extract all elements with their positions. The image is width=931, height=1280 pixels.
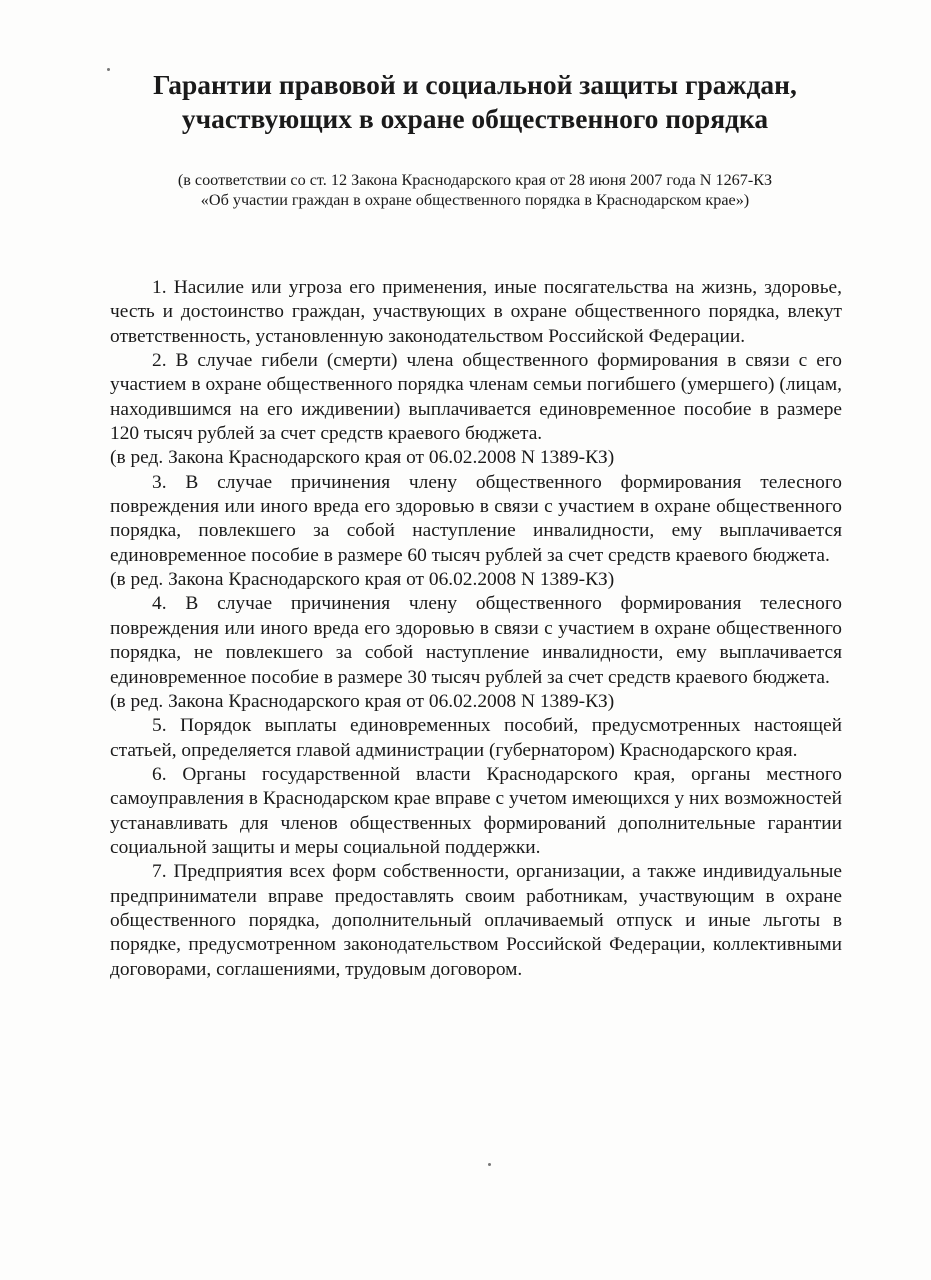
amendment-note: (в ред. Закона Краснодарского края от 06.02.2008 N 1389-КЗ) [110,690,615,712]
document-title: Гарантии правовой и социальной защиты граждан, участвующих в охране общественного порядка [153,69,797,134]
subtitle-line-1: (в соответствии со ст. 12 Закона Краснодарского края от 28 июня 2007 года N 1267-КЗ [177,171,773,189]
paragraph-1: 1. Насилие или угроза его применения, иные посягательства на жизнь, здоровье, честь и достоинство граждан, участвующих в охране общественного порядка, влекут ответственность, установленную законодательством Российской Федерации. [110,277,842,347]
paragraph-5: 5. Порядок выплаты единовременных пособий, предусмотренных настоящей статьей, определяется главой администрации (губернатором) Краснодарского края. [110,715,842,761]
amendment-note: (в ред. Закона Краснодарского края от 06.02.2008 N 1389-КЗ) [110,569,615,591]
scan-speck [488,1163,491,1166]
amendment-note: (в ред. Закона Краснодарского края от 06.02.2008 N 1389-КЗ) [110,447,615,469]
scan-speck [107,68,110,71]
paragraph-7: 7. Предприятия всех форм собственности, организации, а также индивидуальные предприниматели вправе предоставлять своим работникам, участвующим в охране общественного порядка, дополнительный оплачиваемый отпуск и иные льготы в порядке, предусмотренном законодательством Российской Федерации, коллективными договорами, соглашениями, трудовым договором. [110,861,842,980]
subtitle-line-2: «Об участии граждан в охране общественного порядка в Краснодарском крае») [200,191,750,209]
paragraph-6: 6. Органы государственной власти Краснодарского края, органы местного самоуправления в Краснодарском крае вправе с учетом имеющихся у них возможностей устанавливать для членов общественных формирований дополнительные гарантии социальной защиты и меры социальной поддержки. [110,763,842,858]
paragraph-2: 2. В случае гибели (смерти) члена общественного формирования в связи с его участием в охране общественного порядка членам семьи погибшего (умершего) (лицам, находившимся на его иждивении) выплачивается единовременное пособие в размере 120 тысяч рублей за счет средств краевого бюджета. [110,350,842,445]
paragraph-3: 3. В случае причинения члену общественного формирования телесного повреждения или иного вреда его здоровью в связи с участием в охране общественного порядка, повлекшего за собой наступление инвалидности, ему выплачивается единовременное пособие в размере 60 тысяч рублей за счет средств краевого бюджета. [110,471,842,566]
document-body [110,276,842,982]
document-subtitle [80,170,870,210]
paragraph-4: 4. В случае причинения члену общественного формирования телесного повреждения или иного вреда его здоровью в связи с участием в охране общественного порядка, не повлекшего за собой наступление инвалидности, ему выплачивается единовременное пособие в размере 30 тысяч рублей за счет средств краевого бюджета. [110,593,842,688]
